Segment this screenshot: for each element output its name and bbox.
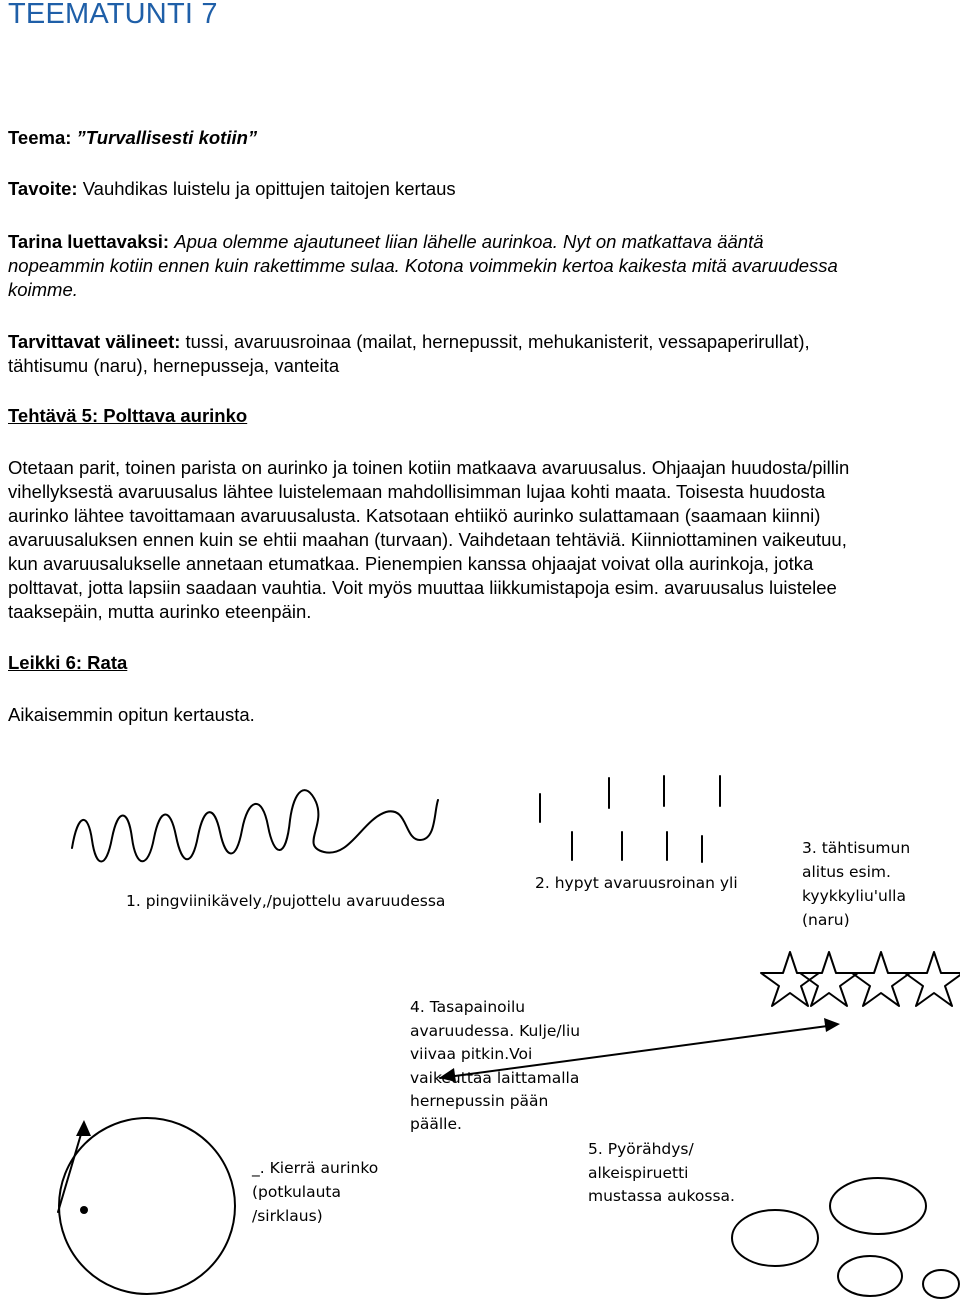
tehtava5-heading: Tehtävä 5: Polttava aurinko [8, 405, 248, 426]
star-icon [800, 952, 858, 1006]
course-diagram [0, 760, 960, 1304]
zigzag-path [72, 790, 438, 861]
tarina-text-3: koimme. [8, 279, 78, 300]
sun-arrow-line [58, 1124, 84, 1212]
station-3-label [802, 839, 910, 929]
tehtava5-line: aurinko lähtee tavoittamaan avaruusalusta. Katsotaan ehtiikö aurinko sulattamaan (saamaan kiinni) [8, 505, 821, 526]
tarina-label: Tarina luettavaksi: [8, 231, 170, 252]
station-6-text: /sirklaus) [252, 1207, 323, 1225]
tarina-text-2: nopeammin kotiin ennen kuin rakettimme sulaa. Kotona voimmekin kertoa kaikesta mitä avaruudessa [8, 255, 838, 276]
black-holes [732, 1178, 959, 1298]
sun-circle [59, 1118, 235, 1294]
teema-value: ”Turvallisesti kotiin” [76, 127, 258, 148]
station-4-text: hernepussin pään [410, 1092, 549, 1110]
tavoite-label: Tavoite: [8, 178, 78, 199]
station-4-text: 4. Tasapainoilu [410, 998, 526, 1016]
ellipse-icon [838, 1256, 902, 1296]
station-4-label [410, 998, 580, 1133]
teema-line [8, 126, 953, 150]
valineet-label: Tarvittavat välineet: [8, 331, 181, 352]
station-3-text: alitus esim. [802, 863, 891, 881]
tarina-line-1 [8, 230, 953, 254]
valineet-paragraph [8, 330, 953, 378]
tavoite-line [8, 177, 953, 201]
tehtava5-line: kun avaruusalukselle annetaan etumatkaa. Pienempien kanssa ohjaajat voivat olla aurinkoja, jotka [8, 553, 814, 574]
tehtava5-line: Otetaan parit, toinen parista on aurinko ja toinen kotiin matkaava avaruusalus. Ohjaajan huudosta/pillin [8, 457, 850, 478]
tehtava5-line: taaksepäin, mutta aurinko eteenpäin. [8, 601, 312, 622]
station-6-text: _. Kierrä aurinko [252, 1159, 379, 1177]
station-1-text: 1. pingviinikävely,/pujottelu avaruudessa [126, 892, 446, 910]
valineet-line-1 [8, 330, 953, 354]
star-icon [761, 952, 819, 1006]
ellipse-icon [830, 1178, 926, 1234]
station-5-text: alkeispiruetti [588, 1164, 689, 1182]
star-row [761, 952, 960, 1006]
page-title: TEEMATUNTI 7 [8, 0, 218, 30]
station-4-text: päälle. [410, 1115, 462, 1133]
tehtava5-line: polttavat, jotta lapsiin saadaan vauhtia. Voit myös muuttaa liikkumistapoja esim. avaruusalus luistelee [8, 577, 837, 598]
station-5-text: mustassa aukossa. [588, 1187, 735, 1205]
station-4-text: viivaa pitkin.Voi [410, 1045, 533, 1063]
sun-marker [80, 1206, 88, 1214]
station-1-label [126, 892, 445, 910]
station-5-label [588, 1140, 735, 1205]
leikki6-heading: Leikki 6: Rata [8, 652, 128, 673]
obstacle-lines [540, 776, 720, 862]
arrowhead-icon [824, 1018, 840, 1032]
station-3-text: 3. tähtisumun [802, 839, 911, 857]
station-3-text: (naru) [802, 911, 850, 929]
star-icon [905, 952, 960, 1006]
valineet-text-1: tussi, avaruusroinaa (mailat, hernepussit, mehukanisterit, vessapaperirullat), [185, 331, 810, 352]
leikki6-text: Aikaisemmin opitun kertausta. [8, 704, 255, 725]
station-4-text: avaruudessa. Kulje/liu [410, 1022, 581, 1040]
tehtava5-paragraph [8, 456, 953, 624]
star-icon [852, 952, 910, 1006]
station-2-label [535, 874, 738, 892]
tarina-text-1: Apua olemme ajautuneet liian lähelle aurinkoa. Nyt on matkattava ääntä [174, 231, 764, 252]
tavoite-value: Vauhdikas luistelu ja opittujen taitojen kertaus [82, 178, 456, 199]
tarina-paragraph [8, 230, 953, 302]
tehtava5-line: avaruusaluksen ennen kuin se ehtii maahan (turvaan). Vaihdetaan tehtäviä. Kiinniottaminen vaikeutuu, [8, 529, 847, 550]
ellipse-icon [923, 1270, 959, 1298]
station-6-text: (potkulauta [252, 1183, 341, 1201]
arrowhead-icon [76, 1120, 91, 1136]
ellipse-icon [732, 1210, 818, 1266]
station-5-text: 5. Pyörähdys/ [588, 1140, 694, 1158]
valineet-text-2: tähtisumu (naru), hernepusseja, vanteita [8, 355, 340, 376]
station-3-text: kyykkyliu'ulla [802, 887, 906, 905]
teema-label: Teema: [8, 127, 72, 148]
station-4-text: vaikeuttaa laittamalla [410, 1069, 580, 1087]
station-6-label [251, 1159, 378, 1225]
station-2-text: 2. hypyt avaruusroinan yli [535, 874, 738, 892]
tehtava5-line: vihellyksestä avaruusalus lähtee luistelemaan mahdollisimman lujaa kohti maata. Toisesta huudosta [8, 481, 826, 502]
